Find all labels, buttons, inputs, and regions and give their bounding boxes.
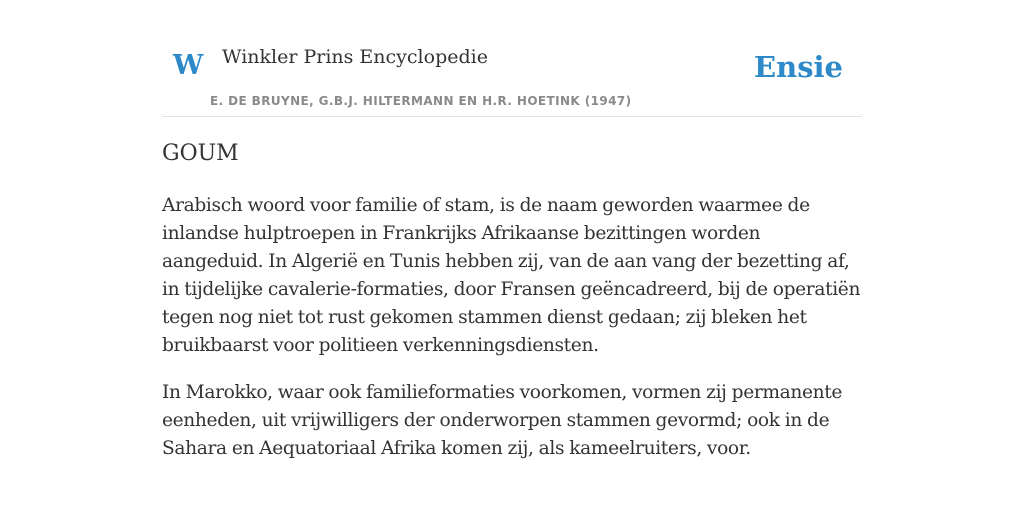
entry-title: GOUM: [162, 141, 239, 166]
entry-paragraph: Arabisch woord voor familie of stam, is de naam geworden waarmee de inlandse hulptroepen in Frankrijks Afrikaanse bezittingen worden aangeduid. In Algerië en Tunis hebben zij, van de aan vang der bezetting af, in tijdelijke cavalerie-formaties, door Fransen geëncadreerd, bij de operatiën tegen nog niet tot rust gekomen stammen dienst gedaan; zij bleken het bruikbaarst voor politieen verkenningsdiensten.: [162, 195, 861, 356]
source-header: [162, 0, 862, 117]
source-title[interactable]: Winkler Prins Encyclopedie: [222, 46, 488, 68]
entry-paragraph: In Marokko, waar ook familieformaties voorkomen, vormen zij permanente eenheden, uit vrijwilligers der onderworpen stammen gevormd; ook in de Sahara en Aequatoriaal Afrika komen zij, als kameelruiters, voor.: [162, 382, 843, 459]
page: [162, 0, 862, 459]
source-authors: E. DE BRUYNE, G.B.J. HILTERMANN EN H.R. HOETINK (1947): [210, 94, 632, 108]
ensie-logo[interactable]: Ensie: [754, 50, 843, 84]
winkler-prins-logo[interactable]: W: [173, 50, 204, 81]
entry-content: [162, 192, 862, 482]
